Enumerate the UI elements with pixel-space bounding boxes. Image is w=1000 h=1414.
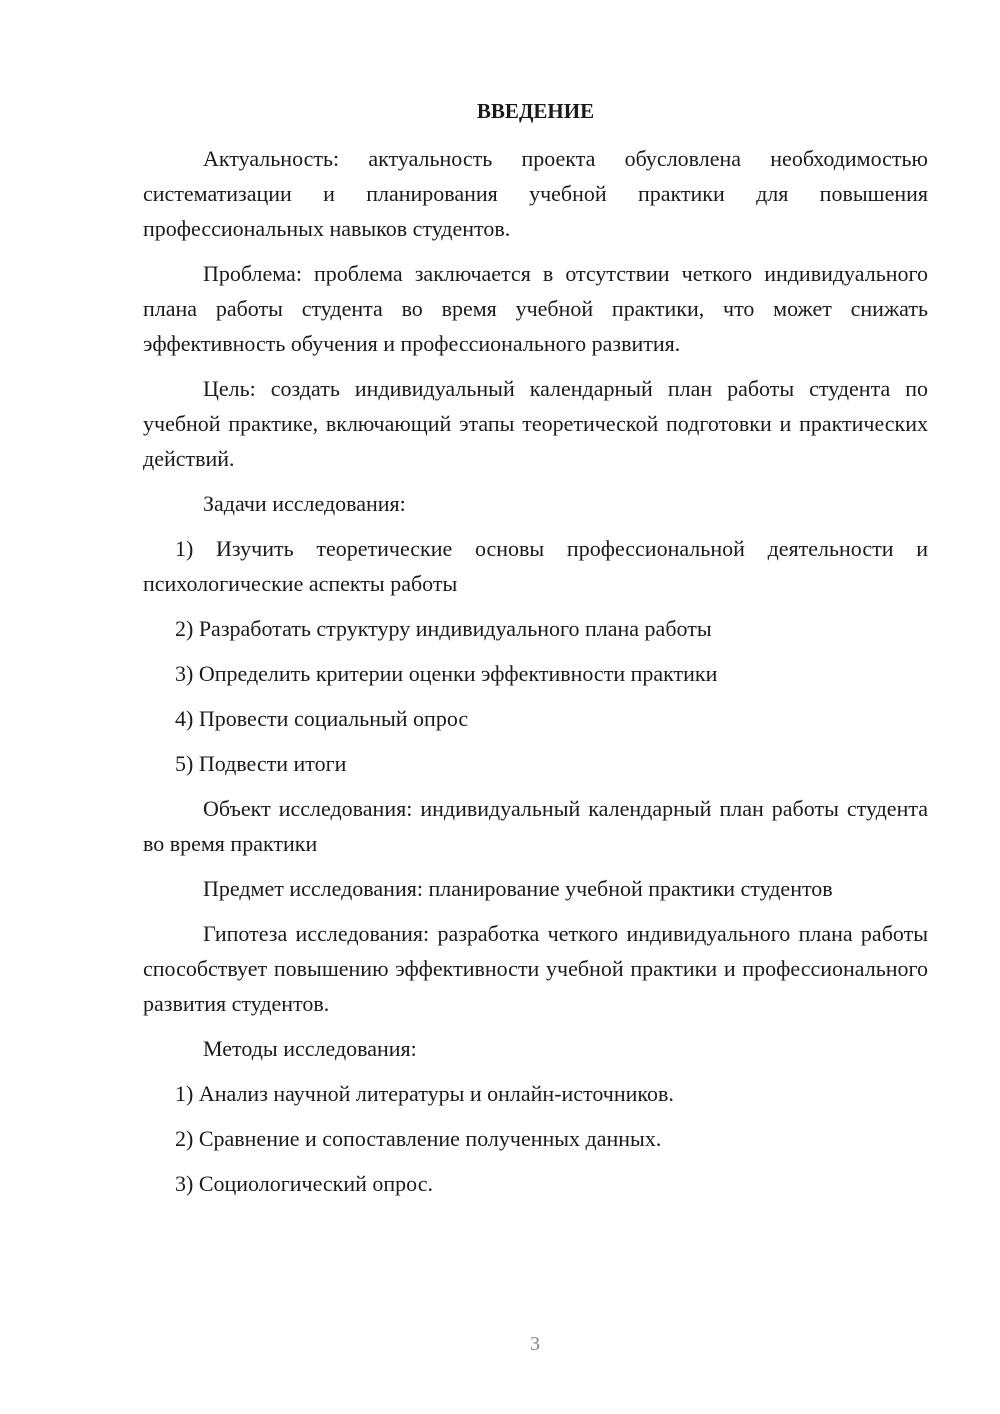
paragraph-subject: Предмет исследования: планирование учебной практики студентов bbox=[203, 876, 833, 901]
task-item: 1) Изучить теоретические основы профессиональной деятельности и психологические аспекты работы bbox=[143, 536, 928, 596]
paragraph-relevance: Актуальность: актуальность проекта обусловлена необходимостью систематизации и планирования учебной практики для повышения профессиональных навыков студентов. bbox=[143, 146, 928, 241]
methods-heading: Методы исследования: bbox=[203, 1036, 417, 1061]
paragraph-object: Объект исследования: индивидуальный календарный план работы студента во время практики bbox=[143, 796, 928, 856]
paragraph-hypothesis: Гипотеза исследования: разработка четкого индивидуального плана работы способствует повышению эффективности учебной практики и профессионального развития студентов. bbox=[143, 921, 928, 1016]
task-item: 4) Провести социальный опрос bbox=[175, 706, 469, 731]
task-item: 2) Разработать структуру индивидуального плана работы bbox=[175, 616, 712, 641]
task-item: 3) Определить критерии оценки эффективности практики bbox=[175, 661, 718, 686]
page-number: 3 bbox=[530, 1333, 540, 1355]
method-item: 3) Социологический опрос. bbox=[175, 1171, 433, 1196]
document-page bbox=[143, 95, 928, 1211]
paragraph-problem: Проблема: проблема заключается в отсутствии четкого индивидуального плана работы студента во время учебной практики, что может снижать эффективность обучения и профессионального развития. bbox=[143, 261, 928, 356]
method-item: 1) Анализ научной литературы и онлайн-источников. bbox=[175, 1081, 674, 1106]
section-title: ВВЕДЕНИЕ bbox=[476, 99, 595, 123]
method-item: 2) Сравнение и сопоставление полученных данных. bbox=[175, 1126, 662, 1151]
paragraph-goal: Цель: создать индивидуальный календарный план работы студента по учебной практике, включающий этапы теоретической подготовки и практических действий. bbox=[143, 376, 928, 471]
task-item: 5) Подвести итоги bbox=[175, 751, 347, 776]
tasks-heading: Задачи исследования: bbox=[203, 491, 406, 516]
